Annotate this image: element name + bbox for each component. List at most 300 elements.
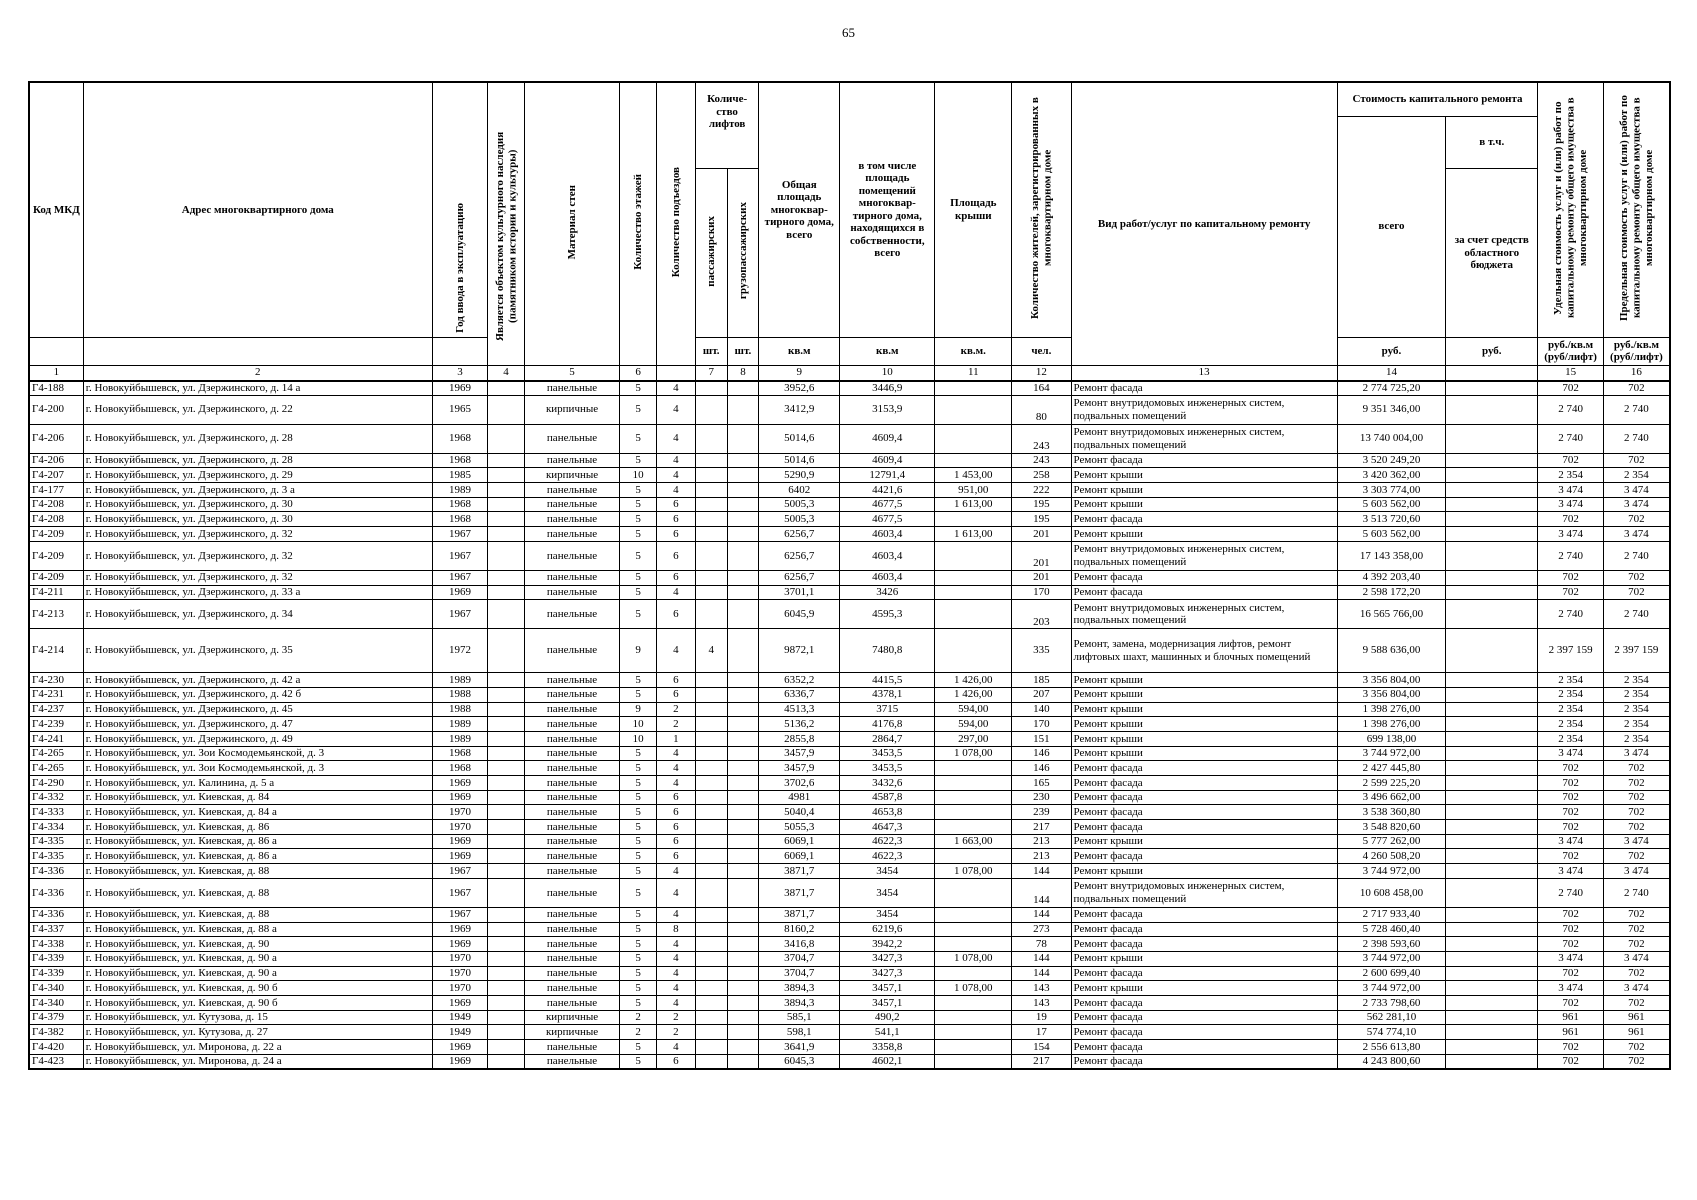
cell-max: 702 xyxy=(1603,907,1670,922)
cell-addr: г. Новокуйбышевск, ул. Миронова, д. 22 а xyxy=(83,1040,432,1055)
table-row xyxy=(29,1010,1670,1025)
column-number: 9 xyxy=(759,365,840,381)
cell-lp: 4 xyxy=(695,629,727,673)
cell-res: 201 xyxy=(1012,541,1071,570)
cell-unit: 702 xyxy=(1538,937,1604,952)
cell-empty xyxy=(488,687,525,702)
cell-empty xyxy=(727,849,759,864)
cell-en: 4 xyxy=(656,966,695,981)
cell-year: 1989 xyxy=(432,483,487,498)
cell-addr: г. Новокуйбышевск, ул. Дзержинского, д. 33 а xyxy=(83,585,432,600)
cell-year: 1989 xyxy=(432,731,487,746)
cell-total: 2 717 933,40 xyxy=(1337,907,1446,922)
cell-area: 5005,3 xyxy=(759,512,840,527)
cell-area: 6069,1 xyxy=(759,849,840,864)
cell-mat: кирпичные xyxy=(524,1025,619,1040)
cell-owned: 4622,3 xyxy=(840,834,935,849)
cell-owned: 541,1 xyxy=(840,1025,935,1040)
cell-empty xyxy=(1446,761,1538,776)
table-row xyxy=(29,717,1670,732)
cell-lp xyxy=(695,453,727,468)
cell-res: 195 xyxy=(1012,512,1071,527)
cell-owned: 3427,3 xyxy=(840,966,935,981)
cell-code: Г4-213 xyxy=(29,600,83,629)
cell-max: 2 740 xyxy=(1603,600,1670,629)
cell-res: 19 xyxy=(1012,1010,1071,1025)
cell-empty xyxy=(1446,424,1538,453)
header-cost-total: всего xyxy=(1337,116,1446,337)
cell-en: 6 xyxy=(656,512,695,527)
header-unit-cost: Удельная стоимость услуг и (или) работ по капитальному ремонту общего имущества в многоквартирном доме xyxy=(1551,97,1589,319)
cell-fl: 5 xyxy=(620,395,657,424)
cell-addr: г. Новокуйбышевск, ул. Кутузова, д. 15 xyxy=(83,1010,432,1025)
column-number: 10 xyxy=(840,365,935,381)
cell-roof: 1 078,00 xyxy=(935,864,1012,879)
cell-res: 17 xyxy=(1012,1025,1071,1040)
header-year: Год ввода в эксплуатацию xyxy=(453,203,466,333)
cell-code: Г4-337 xyxy=(29,922,83,937)
cell-fl: 5 xyxy=(620,1040,657,1055)
cell-code: Г4-340 xyxy=(29,995,83,1010)
cell-res: 217 xyxy=(1012,1054,1071,1069)
cell-area: 6069,1 xyxy=(759,834,840,849)
cell-en: 2 xyxy=(656,1010,695,1025)
cell-area: 3704,7 xyxy=(759,966,840,981)
cell-work: Ремонт крыши xyxy=(1071,834,1337,849)
cell-area: 3412,9 xyxy=(759,395,840,424)
cell-area: 3416,8 xyxy=(759,937,840,952)
cell-en: 6 xyxy=(656,834,695,849)
cell-fl: 5 xyxy=(620,1054,657,1069)
cell-year: 1969 xyxy=(432,849,487,864)
cell-empty xyxy=(1446,687,1538,702)
cell-empty xyxy=(1446,527,1538,542)
cell-unit: 2 740 xyxy=(1538,424,1604,453)
cell-owned: 4603,4 xyxy=(840,570,935,585)
column-number: 12 xyxy=(1012,365,1071,381)
cell-work: Ремонт фасада xyxy=(1071,937,1337,952)
cell-unit: 702 xyxy=(1538,776,1604,791)
cell-addr: г. Новокуйбышевск, ул. Дзержинского, д. 47 xyxy=(83,717,432,732)
cell-fl: 2 xyxy=(620,1025,657,1040)
cell-roof: 1 663,00 xyxy=(935,834,1012,849)
cell-year: 1968 xyxy=(432,424,487,453)
cell-roof xyxy=(935,512,1012,527)
cell-unit: 702 xyxy=(1538,381,1604,396)
cell-addr: г. Новокуйбышевск, ул. Зои Космодемьянской, д. 3 xyxy=(83,746,432,761)
cell-year: 1989 xyxy=(432,673,487,688)
table-row xyxy=(29,731,1670,746)
cell-fl: 5 xyxy=(620,673,657,688)
cell-empty xyxy=(488,468,525,483)
cell-total: 10 608 458,00 xyxy=(1337,878,1446,907)
cell-addr: г. Новокуйбышевск, ул. Киевская, д. 88 xyxy=(83,864,432,879)
cell-res: 335 xyxy=(1012,629,1071,673)
table-row xyxy=(29,468,1670,483)
cell-empty xyxy=(1446,966,1538,981)
cell-empty xyxy=(727,541,759,570)
cell-mat: панельные xyxy=(524,541,619,570)
table-row xyxy=(29,483,1670,498)
cell-unit: 702 xyxy=(1538,1040,1604,1055)
cell-addr: г. Новокуйбышевск, ул. Киевская, д. 88 xyxy=(83,878,432,907)
cell-code: Г4-237 xyxy=(29,702,83,717)
cell-area: 3701,1 xyxy=(759,585,840,600)
cell-max: 3 474 xyxy=(1603,981,1670,996)
cell-area: 6256,7 xyxy=(759,570,840,585)
cell-res: 203 xyxy=(1012,600,1071,629)
cell-empty xyxy=(727,527,759,542)
cell-mat: панельные xyxy=(524,937,619,952)
header-heritage: Является объектом культурного наследия (памятником истории и культуры) xyxy=(493,131,519,341)
cell-owned: 4677,5 xyxy=(840,497,935,512)
cell-empty xyxy=(1446,453,1538,468)
cell-max: 2 354 xyxy=(1603,673,1670,688)
cell-area: 6352,2 xyxy=(759,673,840,688)
table-row xyxy=(29,820,1670,835)
cell-year: 1968 xyxy=(432,453,487,468)
table-row xyxy=(29,951,1670,966)
cell-mat: панельные xyxy=(524,761,619,776)
cell-roof: 1 078,00 xyxy=(935,981,1012,996)
cell-work: Ремонт крыши xyxy=(1071,497,1337,512)
cell-work: Ремонт фасада xyxy=(1071,453,1337,468)
cell-code: Г4-209 xyxy=(29,570,83,585)
cell-owned: 4415,5 xyxy=(840,673,935,688)
cell-empty xyxy=(488,483,525,498)
header-material: Материал стен xyxy=(565,184,578,260)
cell-addr: г. Новокуйбышевск, ул. Киевская, д. 90 xyxy=(83,937,432,952)
cell-res: 207 xyxy=(1012,687,1071,702)
cell-total: 16 565 766,00 xyxy=(1337,600,1446,629)
cell-mat: панельные xyxy=(524,453,619,468)
cell-en: 4 xyxy=(656,746,695,761)
cell-owned: 4603,4 xyxy=(840,527,935,542)
cell-empty xyxy=(488,864,525,879)
cell-roof xyxy=(935,600,1012,629)
cell-en: 6 xyxy=(656,497,695,512)
cell-max: 2 354 xyxy=(1603,731,1670,746)
cell-year: 1965 xyxy=(432,395,487,424)
cell-roof xyxy=(935,453,1012,468)
cell-mat: панельные xyxy=(524,629,619,673)
cell-max: 702 xyxy=(1603,776,1670,791)
cell-year: 1967 xyxy=(432,570,487,585)
header-cost-regional: за счет средств областного бюджета xyxy=(1446,169,1538,338)
cell-mat: панельные xyxy=(524,878,619,907)
cell-total: 3 744 972,00 xyxy=(1337,951,1446,966)
cell-en: 4 xyxy=(656,1040,695,1055)
cell-area: 585,1 xyxy=(759,1010,840,1025)
cell-empty xyxy=(727,790,759,805)
cell-area: 4513,3 xyxy=(759,702,840,717)
cell-year: 1967 xyxy=(432,907,487,922)
cell-res: 239 xyxy=(1012,805,1071,820)
cell-roof xyxy=(935,1054,1012,1069)
cell-work: Ремонт крыши xyxy=(1071,731,1337,746)
table-row xyxy=(29,995,1670,1010)
cell-res: 243 xyxy=(1012,424,1071,453)
cell-area: 6402 xyxy=(759,483,840,498)
cell-addr: г. Новокуйбышевск, ул. Калинина, д. 5 а xyxy=(83,776,432,791)
cell-roof: 594,00 xyxy=(935,717,1012,732)
cell-area: 2855,8 xyxy=(759,731,840,746)
cell-en: 4 xyxy=(656,424,695,453)
cell-unit: 961 xyxy=(1538,1010,1604,1025)
cell-owned: 4602,1 xyxy=(840,1054,935,1069)
cell-empty xyxy=(1446,629,1538,673)
cell-fl: 5 xyxy=(620,907,657,922)
cell-empty xyxy=(488,966,525,981)
cell-max: 2 397 159 xyxy=(1603,629,1670,673)
cell-owned: 3426 xyxy=(840,585,935,600)
table-row xyxy=(29,585,1670,600)
cell-en: 6 xyxy=(656,820,695,835)
cell-empty xyxy=(488,849,525,864)
cell-fl: 9 xyxy=(620,629,657,673)
cell-empty xyxy=(727,629,759,673)
cell-code: Г4-334 xyxy=(29,820,83,835)
cell-code: Г4-339 xyxy=(29,951,83,966)
cell-work: Ремонт крыши xyxy=(1071,981,1337,996)
cell-addr: г. Новокуйбышевск, ул. Дзержинского, д. 32 xyxy=(83,527,432,542)
cell-empty xyxy=(488,805,525,820)
cell-mat: панельные xyxy=(524,951,619,966)
cell-owned: 4603,4 xyxy=(840,541,935,570)
cell-total: 2 774 725,20 xyxy=(1337,381,1446,396)
cell-unit: 702 xyxy=(1538,570,1604,585)
table-row xyxy=(29,395,1670,424)
cell-empty xyxy=(488,937,525,952)
cell-unit: 3 474 xyxy=(1538,834,1604,849)
cell-owned: 12791,4 xyxy=(840,468,935,483)
cell-empty xyxy=(488,981,525,996)
cell-total: 5 603 562,00 xyxy=(1337,527,1446,542)
cell-roof xyxy=(935,820,1012,835)
cell-lp xyxy=(695,673,727,688)
cell-owned: 3454 xyxy=(840,878,935,907)
cell-res: 144 xyxy=(1012,966,1071,981)
cell-owned: 3457,1 xyxy=(840,995,935,1010)
table-row xyxy=(29,966,1670,981)
cell-en: 6 xyxy=(656,570,695,585)
cell-roof xyxy=(935,424,1012,453)
cell-addr: г. Новокуйбышевск, ул. Киевская, д. 90 б xyxy=(83,981,432,996)
cell-work: Ремонт крыши xyxy=(1071,717,1337,732)
cell-empty xyxy=(727,878,759,907)
cell-empty xyxy=(1446,790,1538,805)
cell-empty xyxy=(1446,878,1538,907)
table-row xyxy=(29,922,1670,937)
cell-empty xyxy=(488,497,525,512)
cell-fl: 5 xyxy=(620,922,657,937)
cell-mat: панельные xyxy=(524,381,619,396)
cell-unit: 702 xyxy=(1538,790,1604,805)
cell-year: 1968 xyxy=(432,497,487,512)
column-number: 14 xyxy=(1337,365,1446,381)
cell-empty xyxy=(727,995,759,1010)
cell-area: 6045,3 xyxy=(759,1054,840,1069)
cell-en: 4 xyxy=(656,483,695,498)
cell-addr: г. Новокуйбышевск, ул. Киевская, д. 88 xyxy=(83,907,432,922)
cell-addr: г. Новокуйбышевск, ул. Киевская, д. 86 а xyxy=(83,834,432,849)
cell-year: 1970 xyxy=(432,820,487,835)
cell-code: Г4-379 xyxy=(29,1010,83,1025)
cell-roof: 1 453,00 xyxy=(935,468,1012,483)
cell-unit: 2 397 159 xyxy=(1538,629,1604,673)
cell-code: Г4-339 xyxy=(29,966,83,981)
header-lifts-cargo: грузопассажирских xyxy=(736,202,749,300)
cell-lp xyxy=(695,981,727,996)
cell-roof xyxy=(935,1040,1012,1055)
cell-max: 702 xyxy=(1603,805,1670,820)
header-area-owned: в том числе площадь помещений многоквар-тирного дома, находящихся в собственности, всего xyxy=(840,82,935,337)
cell-addr: г. Новокуйбышевск, ул. Дзержинского, д. 3 а xyxy=(83,483,432,498)
cell-empty xyxy=(1446,995,1538,1010)
cell-max: 702 xyxy=(1603,966,1670,981)
cell-empty xyxy=(1446,512,1538,527)
cell-total: 9 588 636,00 xyxy=(1337,629,1446,673)
cell-fl: 5 xyxy=(620,527,657,542)
cell-owned: 3453,5 xyxy=(840,746,935,761)
cell-en: 6 xyxy=(656,1054,695,1069)
cell-total: 3 744 972,00 xyxy=(1337,981,1446,996)
cell-year: 1969 xyxy=(432,1054,487,1069)
cell-mat: панельные xyxy=(524,585,619,600)
cell-lp xyxy=(695,1054,727,1069)
cell-roof xyxy=(935,570,1012,585)
table-row xyxy=(29,937,1670,952)
cell-work: Ремонт фасада xyxy=(1071,995,1337,1010)
cell-empty xyxy=(727,673,759,688)
cell-max: 702 xyxy=(1603,381,1670,396)
cell-work: Ремонт внутридомовых инженерных систем, подвальных помещений xyxy=(1071,878,1337,907)
cell-empty xyxy=(488,907,525,922)
unit-rub-sqm-1: руб./кв.м (руб/лифт) xyxy=(1538,337,1604,365)
cell-area: 3704,7 xyxy=(759,951,840,966)
table-row xyxy=(29,424,1670,453)
cell-work: Ремонт крыши xyxy=(1071,527,1337,542)
cell-code: Г4-208 xyxy=(29,512,83,527)
table-row xyxy=(29,570,1670,585)
cell-total: 1 398 276,00 xyxy=(1337,702,1446,717)
cell-empty xyxy=(727,497,759,512)
cell-roof xyxy=(935,966,1012,981)
cell-roof xyxy=(935,922,1012,937)
cell-total: 5 603 562,00 xyxy=(1337,497,1446,512)
cell-addr: г. Новокуйбышевск, ул. Дзержинского, д. 32 xyxy=(83,541,432,570)
cell-work: Ремонт, замена, модернизация лифтов, ремонт лифтовых шахт, машинных и блочных помещений xyxy=(1071,629,1337,673)
cell-empty xyxy=(727,731,759,746)
cell-addr: г. Новокуйбышевск, ул. Дзержинского, д. 30 xyxy=(83,497,432,512)
cell-empty xyxy=(727,395,759,424)
unit-rub-sqm-2: руб./кв.м (руб/лифт) xyxy=(1603,337,1670,365)
cell-lp xyxy=(695,1010,727,1025)
cell-lp xyxy=(695,468,727,483)
cell-owned: 2864,7 xyxy=(840,731,935,746)
cell-area: 6256,7 xyxy=(759,541,840,570)
cell-unit: 2 740 xyxy=(1538,600,1604,629)
cell-owned: 3715 xyxy=(840,702,935,717)
cell-empty xyxy=(488,878,525,907)
cell-area: 3871,7 xyxy=(759,864,840,879)
table-row xyxy=(29,776,1670,791)
cell-mat: панельные xyxy=(524,600,619,629)
cell-lp xyxy=(695,864,727,879)
column-number: 13 xyxy=(1071,365,1337,381)
cell-max: 702 xyxy=(1603,995,1670,1010)
cell-fl: 5 xyxy=(620,995,657,1010)
cell-mat: панельные xyxy=(524,424,619,453)
cell-unit: 702 xyxy=(1538,820,1604,835)
cell-en: 4 xyxy=(656,907,695,922)
cell-fl: 5 xyxy=(620,424,657,453)
cell-empty xyxy=(727,907,759,922)
cell-empty xyxy=(1446,497,1538,512)
cell-owned: 4609,4 xyxy=(840,453,935,468)
cell-total: 4 392 203,40 xyxy=(1337,570,1446,585)
cell-empty xyxy=(488,834,525,849)
cell-code: Г4-265 xyxy=(29,746,83,761)
cell-empty xyxy=(488,717,525,732)
cell-lp xyxy=(695,570,727,585)
cell-lp xyxy=(695,907,727,922)
cell-total: 3 356 804,00 xyxy=(1337,687,1446,702)
cell-owned: 3942,2 xyxy=(840,937,935,952)
cell-max: 2 740 xyxy=(1603,424,1670,453)
cell-roof: 1 426,00 xyxy=(935,687,1012,702)
cell-mat: панельные xyxy=(524,849,619,864)
table-row xyxy=(29,541,1670,570)
cell-code: Г4-336 xyxy=(29,907,83,922)
cell-res: 140 xyxy=(1012,702,1071,717)
cell-empty xyxy=(1446,981,1538,996)
cell-res: 164 xyxy=(1012,381,1071,396)
cell-lp xyxy=(695,922,727,937)
cell-owned: 4677,5 xyxy=(840,512,935,527)
table-row xyxy=(29,527,1670,542)
table-row xyxy=(29,907,1670,922)
cell-year: 1969 xyxy=(432,937,487,952)
cell-area: 3871,7 xyxy=(759,907,840,922)
cell-owned: 4647,3 xyxy=(840,820,935,835)
cell-area: 3641,9 xyxy=(759,1040,840,1055)
cell-total: 9 351 346,00 xyxy=(1337,395,1446,424)
table-row xyxy=(29,849,1670,864)
cell-empty xyxy=(488,527,525,542)
cell-en: 8 xyxy=(656,922,695,937)
cell-year: 1969 xyxy=(432,381,487,396)
cell-owned: 4622,3 xyxy=(840,849,935,864)
cell-mat: кирпичные xyxy=(524,1010,619,1025)
cell-roof xyxy=(935,790,1012,805)
cell-code: Г4-338 xyxy=(29,937,83,952)
cell-addr: г. Новокуйбышевск, ул. Дзержинского, д. 29 xyxy=(83,468,432,483)
cell-area: 4981 xyxy=(759,790,840,805)
cell-lp xyxy=(695,395,727,424)
cell-en: 2 xyxy=(656,702,695,717)
cell-empty xyxy=(1446,673,1538,688)
cell-owned: 3427,3 xyxy=(840,951,935,966)
cell-mat: панельные xyxy=(524,995,619,1010)
cell-mat: панельные xyxy=(524,1054,619,1069)
column-number: 5 xyxy=(524,365,619,381)
cell-unit: 3 474 xyxy=(1538,981,1604,996)
cell-empty xyxy=(1446,731,1538,746)
cell-area: 6256,7 xyxy=(759,527,840,542)
cell-unit: 3 474 xyxy=(1538,497,1604,512)
cell-empty xyxy=(727,951,759,966)
